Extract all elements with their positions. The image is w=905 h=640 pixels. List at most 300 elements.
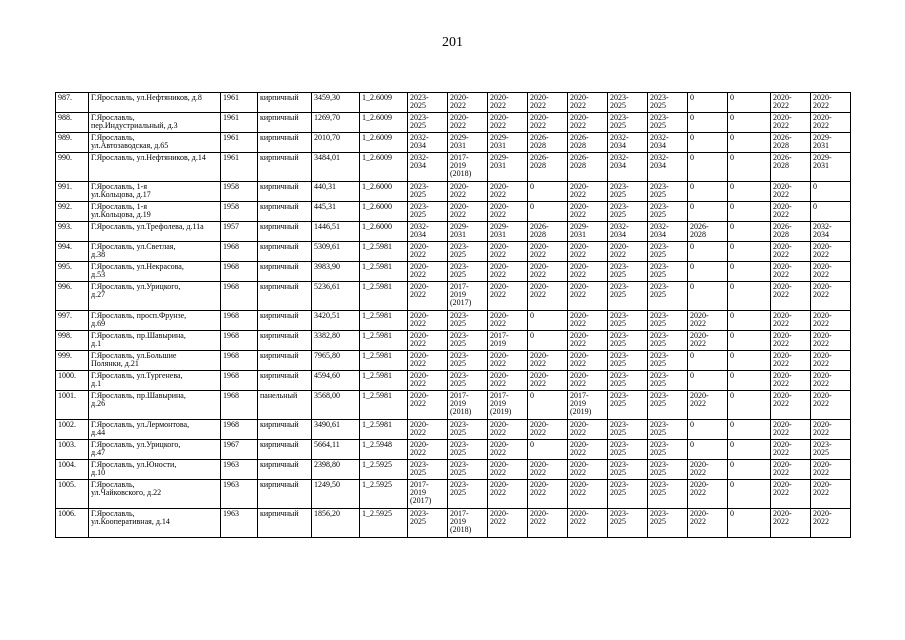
cell-period-4: 0 <box>528 202 568 222</box>
cell-period-11: 2020- 2022 <box>811 371 851 391</box>
cell-wall-material: кирпичный <box>258 371 312 391</box>
cell-period-3: 2020- 2022 <box>488 460 528 480</box>
cell-code: 1_2.5925 <box>360 509 408 538</box>
cell-address: Г.Ярославль, ул.Некрасова, д.53 <box>89 262 221 282</box>
cell-period-2: 2023- 2025 <box>448 242 488 262</box>
cell-period-3: 2020- 2022 <box>488 311 528 331</box>
table-row <box>56 440 851 460</box>
cell-row-number: 990. <box>56 153 89 182</box>
cell-row-number: 989. <box>56 133 89 153</box>
cell-period-3: 2020- 2022 <box>488 509 528 538</box>
cell-area: 7965,80 <box>312 351 360 371</box>
cell-period-9: 0 <box>728 351 771 371</box>
cell-period-1: 2032- 2034 <box>408 133 448 153</box>
cell-period-3: 2020- 2022 <box>488 113 528 133</box>
cell-wall-material: кирпичный <box>258 440 312 460</box>
cell-address: Г.Ярославль, 1-я ул.Кольцова, д.17 <box>89 182 221 202</box>
cell-period-2: 2029- 2031 <box>448 133 488 153</box>
cell-period-7: 2023- 2025 <box>648 262 688 282</box>
cell-period-11: 2020- 2022 <box>811 113 851 133</box>
cell-area: 3382,80 <box>312 331 360 351</box>
cell-period-5: 2020- 2022 <box>568 113 608 133</box>
cell-address: Г.Ярославль, ул.Юности, д.10 <box>89 460 221 480</box>
cell-period-10: 2020- 2022 <box>771 113 811 133</box>
cell-row-number: 999. <box>56 351 89 371</box>
cell-period-4: 2020- 2022 <box>528 282 568 311</box>
cell-wall-material: кирпичный <box>258 460 312 480</box>
cell-period-1: 2023- 2025 <box>408 113 448 133</box>
cell-row-number: 988. <box>56 113 89 133</box>
cell-period-2: 2017- 2019 (2018) <box>448 509 488 538</box>
cell-period-5: 2026- 2028 <box>568 153 608 182</box>
cell-row-number: 1005. <box>56 480 89 509</box>
cell-row-number: 994. <box>56 242 89 262</box>
cell-row-number: 1003. <box>56 440 89 460</box>
cell-period-10: 2020- 2022 <box>771 93 811 113</box>
cell-period-2: 2020- 2022 <box>448 113 488 133</box>
table-row <box>56 282 851 311</box>
cell-period-2: 2023- 2025 <box>448 440 488 460</box>
cell-period-5: 2020- 2022 <box>568 480 608 509</box>
cell-period-10: 2020- 2022 <box>771 420 811 440</box>
cell-period-5: 2029- 2031 <box>568 222 608 242</box>
cell-year-built: 1968 <box>221 282 258 311</box>
cell-code: 1_2.6009 <box>360 93 408 113</box>
cell-period-7: 2032- 2034 <box>648 153 688 182</box>
cell-area: 2398,80 <box>312 460 360 480</box>
cell-wall-material: кирпичный <box>258 282 312 311</box>
cell-period-11: 2020- 2022 <box>811 391 851 420</box>
cell-period-3: 2020- 2022 <box>488 440 528 460</box>
cell-period-9: 0 <box>728 93 771 113</box>
cell-period-7: 2023- 2025 <box>648 480 688 509</box>
cell-code: 1_2.5925 <box>360 460 408 480</box>
cell-period-5: 2020- 2022 <box>568 371 608 391</box>
cell-period-6: 2023- 2025 <box>608 113 648 133</box>
cell-year-built: 1963 <box>221 480 258 509</box>
cell-year-built: 1958 <box>221 202 258 222</box>
cell-period-10: 2020- 2022 <box>771 460 811 480</box>
cell-code: 1_2.5981 <box>360 242 408 262</box>
cell-period-7: 2023- 2025 <box>648 311 688 331</box>
cell-wall-material: панельный <box>258 391 312 420</box>
table-row <box>56 182 851 202</box>
cell-period-3: 2020- 2022 <box>488 182 528 202</box>
cell-period-4: 2026- 2028 <box>528 222 568 242</box>
cell-period-5: 2020- 2022 <box>568 242 608 262</box>
cell-address: Г.Ярославль, ул.Урицкого, д.27 <box>89 282 221 311</box>
cell-row-number: 995. <box>56 262 89 282</box>
cell-period-4: 2020- 2022 <box>528 420 568 440</box>
cell-code: 1_2.5981 <box>360 331 408 351</box>
cell-period-7: 2023- 2025 <box>648 351 688 371</box>
cell-period-1: 2020- 2022 <box>408 420 448 440</box>
cell-code: 1_2.6009 <box>360 133 408 153</box>
cell-row-number: 996. <box>56 282 89 311</box>
cell-period-6: 2023- 2025 <box>608 371 648 391</box>
cell-period-8: 0 <box>688 440 728 460</box>
cell-period-2: 2017- 2019 (2018) <box>448 153 488 182</box>
cell-period-6: 2023- 2025 <box>608 351 648 371</box>
cell-period-11: 2020- 2022 <box>811 311 851 331</box>
cell-period-8: 2020- 2022 <box>688 480 728 509</box>
cell-period-7: 2023- 2025 <box>648 460 688 480</box>
cell-period-3: 2029- 2031 <box>488 222 528 242</box>
table-row <box>56 460 851 480</box>
cell-period-10: 2020- 2022 <box>771 391 811 420</box>
cell-period-7: 2023- 2025 <box>648 202 688 222</box>
cell-period-11: 2020- 2022 <box>811 331 851 351</box>
cell-period-5: 2020- 2022 <box>568 202 608 222</box>
cell-period-3: 2020- 2022 <box>488 371 528 391</box>
cell-period-4: 2020- 2022 <box>528 509 568 538</box>
cell-period-10: 2026- 2028 <box>771 222 811 242</box>
cell-period-8: 0 <box>688 182 728 202</box>
cell-period-6: 2032- 2034 <box>608 133 648 153</box>
cell-year-built: 1958 <box>221 182 258 202</box>
cell-period-2: 2023- 2025 <box>448 480 488 509</box>
cell-row-number: 998. <box>56 331 89 351</box>
cell-code: 1_2.6009 <box>360 153 408 182</box>
cell-period-9: 0 <box>728 371 771 391</box>
cell-period-5: 2020- 2022 <box>568 182 608 202</box>
cell-period-8: 2020- 2022 <box>688 509 728 538</box>
cell-period-10: 2020- 2022 <box>771 182 811 202</box>
table-row <box>56 153 851 182</box>
cell-row-number: 997. <box>56 311 89 331</box>
cell-period-3: 2017- 2019 (2019) <box>488 391 528 420</box>
cell-period-9: 0 <box>728 420 771 440</box>
cell-period-2: 2017- 2019 (2018) <box>448 391 488 420</box>
cell-address: Г.Ярославль, ул.Лермонтова, д.44 <box>89 420 221 440</box>
cell-period-5: 2020- 2022 <box>568 440 608 460</box>
cell-period-9: 0 <box>728 242 771 262</box>
cell-period-6: 2032- 2034 <box>608 222 648 242</box>
cell-period-2: 2023- 2025 <box>448 351 488 371</box>
cell-row-number: 992. <box>56 202 89 222</box>
cell-area: 2010,70 <box>312 133 360 153</box>
cell-period-8: 2020- 2022 <box>688 331 728 351</box>
cell-period-11: 2020- 2022 <box>811 460 851 480</box>
cell-period-9: 0 <box>728 311 771 331</box>
cell-period-10: 2020- 2022 <box>771 282 811 311</box>
cell-code: 1_2.5925 <box>360 480 408 509</box>
cell-period-9: 0 <box>728 182 771 202</box>
cell-period-10: 2020- 2022 <box>771 311 811 331</box>
cell-period-2: 2023- 2025 <box>448 371 488 391</box>
cell-period-5: 2020- 2022 <box>568 93 608 113</box>
cell-period-5: 2026- 2028 <box>568 133 608 153</box>
cell-row-number: 1004. <box>56 460 89 480</box>
cell-period-2: 2023- 2025 <box>448 262 488 282</box>
cell-area: 1856,20 <box>312 509 360 538</box>
cell-period-10: 2020- 2022 <box>771 371 811 391</box>
table-row <box>56 133 851 153</box>
cell-code: 1_2.5981 <box>360 311 408 331</box>
cell-year-built: 1968 <box>221 420 258 440</box>
cell-period-8: 0 <box>688 262 728 282</box>
cell-period-4: 0 <box>528 331 568 351</box>
cell-wall-material: кирпичный <box>258 222 312 242</box>
cell-period-7: 2023- 2025 <box>648 113 688 133</box>
cell-period-7: 2023- 2025 <box>648 509 688 538</box>
table-row <box>56 311 851 331</box>
cell-period-5: 2020- 2022 <box>568 420 608 440</box>
cell-address: Г.Ярославль, ул.Кооперативная, д.14 <box>89 509 221 538</box>
cell-period-11: 0 <box>811 182 851 202</box>
cell-period-7: 2023- 2025 <box>648 182 688 202</box>
cell-period-8: 0 <box>688 133 728 153</box>
cell-period-6: 2020- 2022 <box>608 242 648 262</box>
cell-code: 1_2.6000 <box>360 182 408 202</box>
cell-address: Г.Ярославль, ул.Чайковского, д.22 <box>89 480 221 509</box>
cell-period-11: 2029- 2031 <box>811 133 851 153</box>
cell-address: Г.Ярославль, пр.Шавырина, д.26 <box>89 391 221 420</box>
cell-period-4: 2020- 2022 <box>528 351 568 371</box>
table-row <box>56 420 851 440</box>
cell-period-6: 2023- 2025 <box>608 182 648 202</box>
cell-period-8: 0 <box>688 113 728 133</box>
cell-year-built: 1968 <box>221 262 258 282</box>
cell-period-4: 0 <box>528 182 568 202</box>
cell-period-2: 2023- 2025 <box>448 311 488 331</box>
cell-row-number: 991. <box>56 182 89 202</box>
table-row <box>56 242 851 262</box>
cell-year-built: 1961 <box>221 153 258 182</box>
cell-period-8: 0 <box>688 93 728 113</box>
cell-period-4: 2020- 2022 <box>528 113 568 133</box>
cell-period-2: 2023- 2025 <box>448 420 488 440</box>
cell-period-10: 2020- 2022 <box>771 509 811 538</box>
cell-address: Г.Ярославль, ул.Нефтяников, д.14 <box>89 153 221 182</box>
cell-row-number: 1000. <box>56 371 89 391</box>
cell-period-2: 2020- 2022 <box>448 93 488 113</box>
cell-wall-material: кирпичный <box>258 480 312 509</box>
cell-address: Г.Ярославль, ул.Урицкого, д.47 <box>89 440 221 460</box>
cell-period-1: 2032- 2034 <box>408 222 448 242</box>
cell-period-7: 2023- 2025 <box>648 93 688 113</box>
cell-period-7: 2023- 2025 <box>648 331 688 351</box>
cell-year-built: 1968 <box>221 371 258 391</box>
cell-wall-material: кирпичный <box>258 351 312 371</box>
cell-period-2: 2017- 2019 (2017) <box>448 282 488 311</box>
cell-code: 1_2.5981 <box>360 262 408 282</box>
cell-period-11: 2020- 2022 <box>811 242 851 262</box>
cell-period-1: 2032- 2034 <box>408 153 448 182</box>
cell-area: 5664,11 <box>312 440 360 460</box>
cell-code: 1_2.5948 <box>360 440 408 460</box>
cell-code: 1_2.5981 <box>360 391 408 420</box>
cell-period-4: 0 <box>528 311 568 331</box>
cell-period-1: 2020- 2022 <box>408 311 448 331</box>
cell-wall-material: кирпичный <box>258 93 312 113</box>
cell-area: 440,31 <box>312 182 360 202</box>
table-row <box>56 371 851 391</box>
cell-period-1: 2020- 2022 <box>408 371 448 391</box>
table-row <box>56 480 851 509</box>
cell-row-number: 1001. <box>56 391 89 420</box>
cell-period-7: 2023- 2025 <box>648 282 688 311</box>
cell-year-built: 1963 <box>221 460 258 480</box>
cell-period-8: 0 <box>688 351 728 371</box>
cell-period-8: 0 <box>688 153 728 182</box>
cell-period-1: 2017- 2019 (2017) <box>408 480 448 509</box>
cell-code: 1_2.5981 <box>360 420 408 440</box>
cell-wall-material: кирпичный <box>258 182 312 202</box>
cell-year-built: 1957 <box>221 222 258 242</box>
cell-period-9: 0 <box>728 222 771 242</box>
cell-period-3: 2020- 2022 <box>488 202 528 222</box>
cell-period-1: 2023- 2025 <box>408 93 448 113</box>
cell-period-10: 2020- 2022 <box>771 202 811 222</box>
cell-period-3: 2029- 2031 <box>488 153 528 182</box>
cell-period-4: 2026- 2028 <box>528 153 568 182</box>
cell-period-6: 2023- 2025 <box>608 509 648 538</box>
table-row <box>56 222 851 242</box>
cell-period-6: 2023- 2025 <box>608 311 648 331</box>
cell-code: 1_2.6000 <box>360 222 408 242</box>
cell-code: 1_2.6009 <box>360 113 408 133</box>
cell-period-6: 2023- 2025 <box>608 262 648 282</box>
cell-row-number: 1006. <box>56 509 89 538</box>
cell-area: 1249,50 <box>312 480 360 509</box>
cell-period-5: 2020- 2022 <box>568 311 608 331</box>
cell-period-3: 2017- 2019 <box>488 331 528 351</box>
cell-period-2: 2023- 2025 <box>448 460 488 480</box>
cell-period-1: 2020- 2022 <box>408 331 448 351</box>
cell-period-9: 0 <box>728 153 771 182</box>
cell-area: 4594,60 <box>312 371 360 391</box>
cell-address: Г.Ярославль, 1-я ул.Кольцова, д.19 <box>89 202 221 222</box>
cell-period-4: 0 <box>528 391 568 420</box>
cell-wall-material: кирпичный <box>258 153 312 182</box>
cell-period-3: 2029- 2031 <box>488 133 528 153</box>
cell-wall-material: кирпичный <box>258 242 312 262</box>
cell-period-2: 2020- 2022 <box>448 202 488 222</box>
cell-area: 3459,30 <box>312 93 360 113</box>
cell-period-7: 2023- 2025 <box>648 391 688 420</box>
cell-period-6: 2023- 2025 <box>608 420 648 440</box>
cell-area: 3490,61 <box>312 420 360 440</box>
cell-address: Г.Ярославль, ул.Автозаводская, д.65 <box>89 133 221 153</box>
cell-period-10: 2020- 2022 <box>771 480 811 509</box>
cell-period-11: 2020- 2022 <box>811 262 851 282</box>
page-number: 201 <box>442 35 463 50</box>
cell-period-3: 2020- 2022 <box>488 351 528 371</box>
cell-period-3: 2020- 2022 <box>488 93 528 113</box>
cell-period-9: 0 <box>728 509 771 538</box>
cell-row-number: 987. <box>56 93 89 113</box>
cell-period-10: 2020- 2022 <box>771 242 811 262</box>
cell-period-8: 2026- 2028 <box>688 222 728 242</box>
cell-period-3: 2020- 2022 <box>488 282 528 311</box>
cell-period-9: 0 <box>728 113 771 133</box>
cell-period-6: 2023- 2025 <box>608 331 648 351</box>
cell-period-11: 2020- 2022 <box>811 420 851 440</box>
cell-period-5: 2020- 2022 <box>568 331 608 351</box>
table-row <box>56 202 851 222</box>
cell-period-6: 2023- 2025 <box>608 460 648 480</box>
cell-address: Г.Ярославль, пер.Индустриальный, д.3 <box>89 113 221 133</box>
cell-period-5: 2020- 2022 <box>568 460 608 480</box>
cell-period-1: 2023- 2025 <box>408 202 448 222</box>
cell-area: 3420,51 <box>312 311 360 331</box>
cell-period-11: 2023- 2025 <box>811 440 851 460</box>
cell-period-1: 2020- 2022 <box>408 440 448 460</box>
cell-period-6: 2023- 2025 <box>608 282 648 311</box>
cell-period-9: 0 <box>728 282 771 311</box>
cell-period-6: 2023- 2025 <box>608 391 648 420</box>
cell-area: 3484,01 <box>312 153 360 182</box>
cell-year-built: 1961 <box>221 113 258 133</box>
cell-period-8: 0 <box>688 420 728 440</box>
cell-period-8: 0 <box>688 282 728 311</box>
cell-period-8: 0 <box>688 242 728 262</box>
cell-period-1: 2020- 2022 <box>408 351 448 371</box>
cell-wall-material: кирпичный <box>258 202 312 222</box>
cell-address: Г.Ярославль, пр.Шавырина, д.1 <box>89 331 221 351</box>
cell-period-7: 2023- 2025 <box>648 440 688 460</box>
cell-period-10: 2020- 2022 <box>771 440 811 460</box>
cell-period-7: 2023- 2025 <box>648 371 688 391</box>
table-row <box>56 351 851 371</box>
cell-period-6: 2032- 2034 <box>608 153 648 182</box>
cell-period-11: 2032- 2034 <box>811 222 851 242</box>
cell-period-6: 2023- 2025 <box>608 202 648 222</box>
cell-period-9: 0 <box>728 480 771 509</box>
cell-row-number: 993. <box>56 222 89 242</box>
cell-period-5: 2020- 2022 <box>568 351 608 371</box>
cell-period-3: 2020- 2022 <box>488 420 528 440</box>
table-row <box>56 509 851 538</box>
cell-period-5: 2020- 2022 <box>568 282 608 311</box>
cell-period-3: 2020- 2022 <box>488 242 528 262</box>
cell-year-built: 1968 <box>221 351 258 371</box>
cell-year-built: 1968 <box>221 311 258 331</box>
cell-period-11: 2020- 2022 <box>811 480 851 509</box>
cell-period-4: 2020- 2022 <box>528 262 568 282</box>
cell-period-10: 2020- 2022 <box>771 262 811 282</box>
cell-period-11: 2020- 2022 <box>811 282 851 311</box>
cell-wall-material: кирпичный <box>258 113 312 133</box>
cell-area: 445,31 <box>312 202 360 222</box>
cell-area: 3983,90 <box>312 262 360 282</box>
cell-code: 1_2.6000 <box>360 202 408 222</box>
cell-area: 1269,70 <box>312 113 360 133</box>
cell-period-4: 2020- 2022 <box>528 460 568 480</box>
cell-period-11: 0 <box>811 202 851 222</box>
cell-code: 1_2.5981 <box>360 371 408 391</box>
cell-period-1: 2020- 2022 <box>408 391 448 420</box>
cell-year-built: 1961 <box>221 93 258 113</box>
cell-wall-material: кирпичный <box>258 262 312 282</box>
cell-period-7: 2032- 2034 <box>648 222 688 242</box>
cell-area: 3568,00 <box>312 391 360 420</box>
cell-period-4: 2020- 2022 <box>528 93 568 113</box>
cell-year-built: 1963 <box>221 509 258 538</box>
cell-period-5: 2020- 2022 <box>568 262 608 282</box>
cell-area: 5309,61 <box>312 242 360 262</box>
cell-period-11: 2020- 2022 <box>811 351 851 371</box>
table-row <box>56 391 851 420</box>
cell-period-9: 0 <box>728 262 771 282</box>
cell-code: 1_2.5981 <box>360 351 408 371</box>
cell-period-6: 2023- 2025 <box>608 93 648 113</box>
cell-period-8: 2020- 2022 <box>688 311 728 331</box>
table-row <box>56 113 851 133</box>
cell-period-4: 2020- 2022 <box>528 371 568 391</box>
cell-period-1: 2020- 2022 <box>408 282 448 311</box>
